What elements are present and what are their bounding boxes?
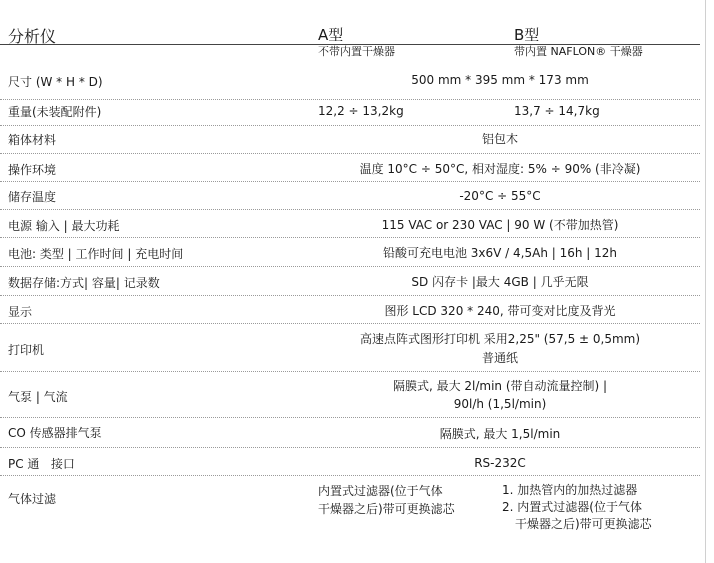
row-pump-label: 气泵 | 气流 [8, 390, 68, 404]
header-label: 分析仪 [8, 27, 57, 46]
row-display-label: 显示 [8, 305, 33, 319]
row-gas-filter-a-line1: 内置式过滤器(位于气体 [318, 484, 443, 498]
row-storage-temp-value: -20°C ÷ 55°C [459, 189, 541, 203]
row-printer [0, 324, 700, 372]
row-pump-value-line1: 隔膜式, 最大 2l/min (带自动流量控制) | [392, 379, 608, 393]
row-data-storage-value: SD 闪存卡 |最大 4GB | 几乎无限 [411, 275, 589, 289]
row-pump [0, 372, 700, 418]
row-printer-value-line2: 普通纸 [481, 351, 518, 365]
list-item: 干燥器之后)带可更换滤芯 [515, 517, 652, 531]
row-gas-filter-a-line2: 干燥器之后)带可更换滤芯 [318, 502, 455, 516]
row-battery [0, 238, 700, 267]
row-material-value: 铝包木 [481, 132, 518, 146]
row-pc-interface [0, 448, 700, 476]
header-type-b: B型 [514, 26, 540, 44]
row-weight-value-b: 13,7 ÷ 14,7kg [514, 104, 600, 118]
header-divider [0, 44, 700, 45]
header-type-a: A型 [318, 26, 344, 44]
row-pump-value-line2: 90l/h (1,5l/min) [453, 397, 547, 411]
row-storage-temp-label: 储存温度 [8, 190, 57, 204]
row-environment [0, 154, 700, 182]
row-display [0, 296, 700, 324]
row-printer-label: 打印机 [8, 343, 45, 357]
row-gas-filter [0, 476, 700, 542]
header-type-a-subtitle: 不带内置干燥器 [318, 45, 395, 58]
row-co-pump-label: CO 传感器排气泵 [8, 426, 102, 440]
row-weight [0, 100, 700, 126]
row-co-pump [0, 418, 700, 448]
row-display-value: 图形 LCD 320 * 240, 带可变对比度及背光 [384, 304, 616, 318]
list-item: 2. 内置式过滤器(位于气体 [502, 500, 642, 514]
row-data-storage [0, 267, 700, 296]
row-pc-interface-value: RS-232C [474, 456, 526, 470]
row-battery-label: 电池: 类型 | 工作时间 | 充电时间 [8, 247, 184, 261]
list-item: 1. 加热管内的加热过滤器 [502, 483, 638, 497]
row-weight-label: 重量(未装配附件) [8, 105, 102, 119]
row-size [0, 64, 700, 100]
row-battery-value: 铅酸可充电电池 3x6V / 4,5Ah | 16h | 12h [382, 246, 618, 260]
row-gas-filter-label: 气体过滤 [8, 492, 57, 506]
row-gas-filter-b-list [502, 482, 652, 533]
row-power-value: 115 VAC or 230 VAC | 90 W (不带加热管) [381, 218, 619, 232]
row-environment-label: 操作环境 [8, 163, 57, 177]
row-storage-temp [0, 182, 700, 210]
row-power [0, 210, 700, 238]
row-co-pump-value: 隔膜式, 最大 1,5l/min [439, 427, 561, 441]
row-material-label: 箱体材料 [8, 133, 57, 147]
row-size-label: 尺寸 (W * H * D) [8, 75, 103, 89]
row-size-value: 500 mm * 395 mm * 173 mm [411, 73, 589, 87]
row-material [0, 126, 700, 154]
row-printer-value-line1: 高速点阵式图形打印机 采用2,25" (57,5 ± 0,5mm) [359, 332, 641, 346]
row-environment-value: 温度 10°C ÷ 50°C, 相对湿度: 5% ÷ 90% (非冷凝) [359, 162, 641, 176]
header-type-b-subtitle: 带内置 NAFLON® 干燥器 [514, 45, 643, 58]
row-pc-interface-label: PC 通 接口 [8, 457, 75, 471]
row-data-storage-label: 数据存储:方式| 容量| 记录数 [8, 276, 160, 290]
row-weight-value-a: 12,2 ÷ 13,2kg [318, 104, 404, 118]
row-power-label: 电源 输入 | 最大功耗 [8, 219, 120, 233]
page-edge [705, 0, 714, 563]
